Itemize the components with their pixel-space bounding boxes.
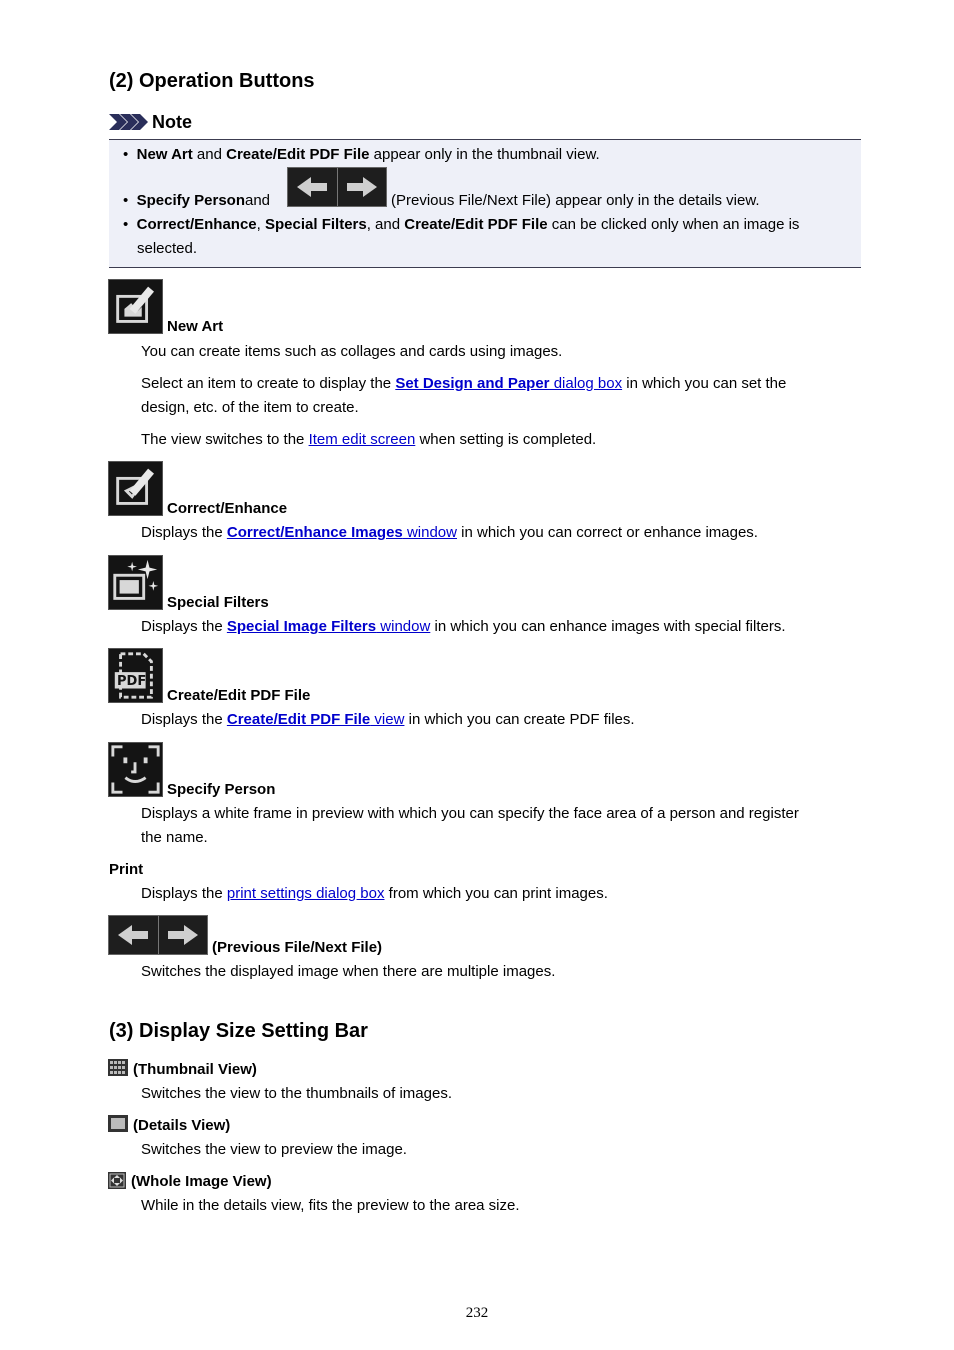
prev-next-file-icon: [108, 915, 208, 955]
note-bullet-2-rest: (Previous File/Next File) appear only in the details view.: [391, 192, 760, 209]
section-title-operation-buttons: (2) Operation Buttons: [109, 70, 315, 92]
prev-next-file-desc: Switches the displayed image when there are multiple images.: [141, 963, 556, 980]
special-filters-label: Special Filters: [167, 594, 269, 611]
create-edit-pdf-desc: Displays the Create/Edit PDF File view in which you can create PDF files.: [141, 711, 635, 728]
print-label: Print: [109, 861, 144, 878]
set-design-and-paper-link[interactable]: Set Design and Paper dialog box: [395, 375, 623, 392]
correct-enhance-label: Correct/Enhance: [167, 500, 288, 517]
section-title-display-size-bar: (3) Display Size Setting Bar: [109, 1020, 368, 1042]
new-art-desc-2-line2: design, etc. of the item to create.: [141, 399, 359, 416]
new-art-desc-2: Select an item to create to display the Set Design and Paper dialog box in which you can set the: [141, 375, 787, 392]
note-bullet-3: • Correct/Enhance, Special Filters, and Create/Edit PDF File can be clicked only when an image is: [123, 216, 800, 233]
create-edit-pdf-label: Create/Edit PDF File: [167, 687, 311, 704]
prev-next-file-inline-icon: [287, 167, 387, 207]
special-filters-desc: Displays the Special Image Filters window in which you can enhance images with special filters.: [141, 618, 786, 635]
create-edit-pdf-view-link[interactable]: Create/Edit PDF File view: [226, 711, 405, 728]
correct-enhance-images-link[interactable]: Correct/Enhance Images window: [226, 524, 457, 541]
pdf-icon-text: PDF: [117, 674, 147, 689]
thumbnail-view-label: (Thumbnail View): [133, 1061, 257, 1078]
note-header: [109, 112, 192, 132]
details-view-desc: Switches the view to preview the image.: [141, 1141, 407, 1158]
correct-enhance-desc: Displays the Correct/Enhance Images window in which you can correct or enhance images.: [141, 524, 758, 541]
new-art-icon: [108, 279, 163, 334]
specify-person-desc-2: the name.: [141, 829, 208, 846]
specify-person-icon: [108, 742, 163, 797]
item-edit-screen-link[interactable]: Item edit screen: [308, 431, 416, 448]
arrow-left-icon: [116, 924, 150, 946]
thumbnail-view-icon: [108, 1059, 128, 1076]
prev-next-file-label: (Previous File/Next File): [212, 939, 383, 956]
details-view-label: (Details View): [133, 1117, 231, 1134]
whole-image-view-icon: [108, 1172, 126, 1189]
arrow-right-icon: [345, 176, 379, 198]
special-filters-icon: [108, 555, 163, 610]
specify-person-desc-1: Displays a white frame in preview with which you can specify the face area of a person and register: [141, 805, 799, 822]
details-view-icon: [108, 1115, 128, 1132]
correct-enhance-icon: [108, 461, 163, 516]
print-settings-dialog-link[interactable]: print settings dialog box: [226, 885, 385, 902]
arrow-right-icon: [166, 924, 200, 946]
special-image-filters-link[interactable]: Special Image Filters window: [226, 618, 431, 635]
new-art-label: New Art: [167, 318, 224, 335]
note-bullet-1: • New Art and Create/Edit PDF File appear only in the thumbnail view.: [123, 146, 600, 163]
note-box: [109, 139, 861, 268]
new-art-desc-3: The view switches to the Item edit screen when setting is completed.: [141, 431, 597, 448]
specify-person-label: Specify Person: [167, 781, 276, 798]
note-chevrons-icon: [109, 114, 149, 130]
pdf-file-icon: [108, 648, 163, 703]
whole-image-view-label: (Whole Image View): [131, 1173, 272, 1190]
note-bullet-2: • Specify Person and: [123, 192, 271, 209]
whole-image-view-desc: While in the details view, fits the preview to the area size.: [141, 1197, 520, 1214]
page-number: 232: [465, 1305, 489, 1321]
new-art-desc-1: You can create items such as collages and cards using images.: [141, 343, 563, 360]
arrow-left-icon: [295, 176, 329, 198]
note-bullet-3-line2: selected.: [137, 240, 198, 257]
print-desc: Displays the print settings dialog box from which you can print images.: [141, 885, 608, 902]
note-label: Note: [152, 111, 192, 132]
thumbnail-view-desc: Switches the view to the thumbnails of images.: [141, 1085, 452, 1102]
